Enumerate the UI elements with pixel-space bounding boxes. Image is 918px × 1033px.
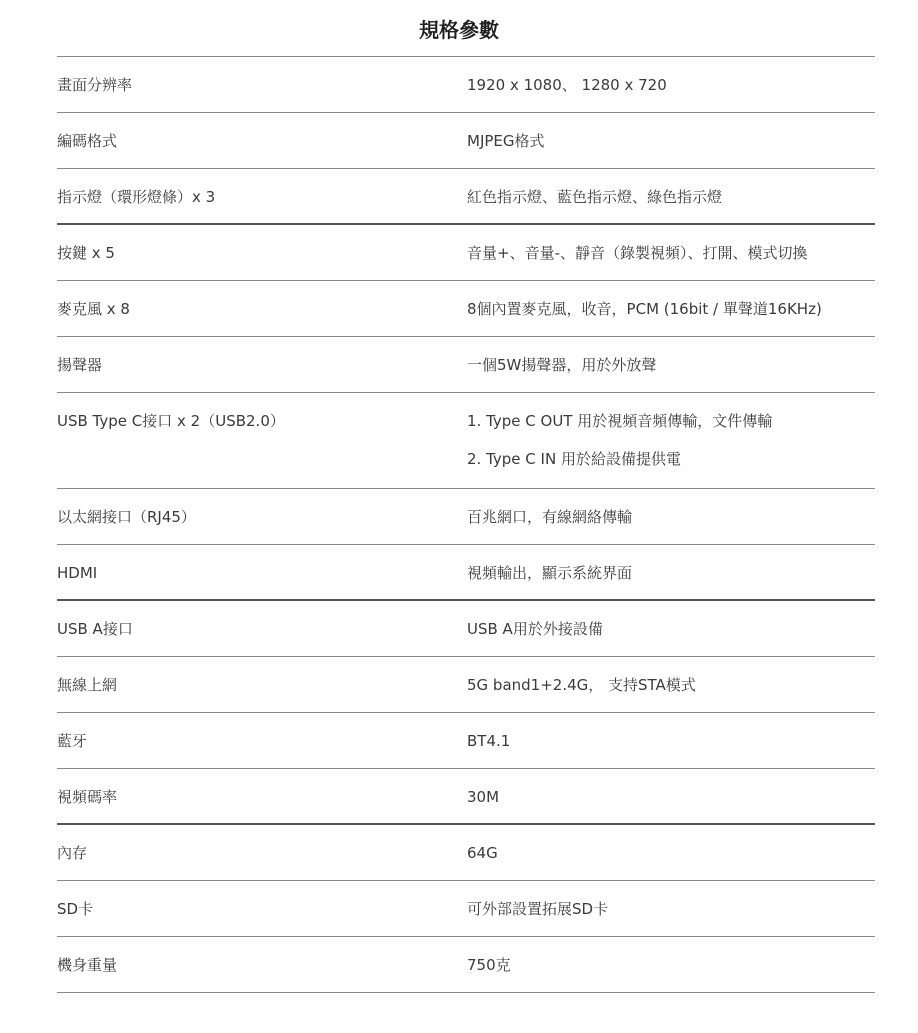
spec-label: 揚聲器 (57, 356, 103, 374)
spec-row-usb-a (57, 601, 875, 657)
spec-row-encoding (57, 113, 875, 169)
spec-value (467, 393, 875, 488)
spec-label: 內存 (57, 844, 88, 862)
spec-row-microphone (57, 281, 875, 337)
spec-row-bitrate (57, 769, 875, 825)
page-title: 規格參數 (419, 18, 499, 42)
spec-label: HDMI (57, 564, 98, 582)
spec-value: 750克 (467, 956, 511, 974)
spec-row-sd-card (57, 881, 875, 937)
spec-value: BT4.1 (467, 732, 511, 750)
spec-row-indicator (57, 169, 875, 225)
spec-row-resolution (57, 57, 875, 113)
spec-value: 8個內置麥克風，收音，PCM (16bit / 單聲道16KHz) (467, 300, 822, 318)
spec-label: 機身重量 (57, 956, 118, 974)
spec-value-line-1: 1. Type C OUT 用於視頻音頻傳輸，文件傳輸 (467, 412, 773, 430)
spec-value: 音量+、音量-、靜音（錄製視頻）、打開、模式切換 (467, 244, 808, 262)
spec-value: 64G (467, 844, 498, 862)
spec-row-speaker (57, 337, 875, 393)
spec-value: 1920 x 1080、 1280 x 720 (467, 76, 667, 94)
spec-label: 無線上網 (57, 676, 118, 694)
spec-value: MJPEG格式 (467, 132, 545, 150)
spec-row-wireless (57, 657, 875, 713)
spec-value: 可外部設置拓展SD卡 (467, 900, 609, 918)
spec-row-bluetooth (57, 713, 875, 769)
spec-value: 紅色指示燈、藍色指示燈、綠色指示燈 (467, 188, 723, 206)
spec-label: 以太網接口（RJ45） (57, 508, 196, 526)
spec-value-line-2: 2. Type C IN 用於給設備提供電 (467, 450, 681, 468)
spec-row-weight (57, 937, 875, 993)
spec-label: 視頻碼率 (57, 788, 118, 806)
spec-row-usb-type-c (57, 393, 875, 489)
spec-row-ethernet (57, 489, 875, 545)
spec-row-hdmi (57, 545, 875, 601)
spec-label: USB Type C接口 x 2（USB2.0） (57, 412, 285, 430)
spec-label: 麥克風 x 8 (57, 300, 130, 318)
spec-value: 30M (467, 788, 500, 806)
spec-row-memory (57, 825, 875, 881)
spec-value: 一個5W揚聲器，用於外放聲 (467, 356, 657, 374)
spec-label: 畫面分辨率 (57, 76, 133, 94)
spec-value: 5G band1+2.4G， 支持STA模式 (467, 676, 696, 694)
spec-value: USB A用於外接設備 (467, 620, 603, 638)
spec-label: 指示燈（環形燈條）x 3 (57, 188, 216, 206)
spec-label: 編碼格式 (57, 132, 118, 150)
spec-label: SD卡 (57, 900, 94, 918)
spec-label: 按鍵 x 5 (57, 244, 115, 262)
spec-label: 藍牙 (57, 732, 88, 750)
spec-value: 百兆網口，有線網絡傳輸 (467, 508, 633, 526)
spec-value: 視頻輸出，顯示系統界面 (467, 564, 633, 582)
spec-table (57, 56, 875, 993)
spec-row-buttons (57, 225, 875, 281)
spec-label: USB A接口 (57, 620, 133, 638)
